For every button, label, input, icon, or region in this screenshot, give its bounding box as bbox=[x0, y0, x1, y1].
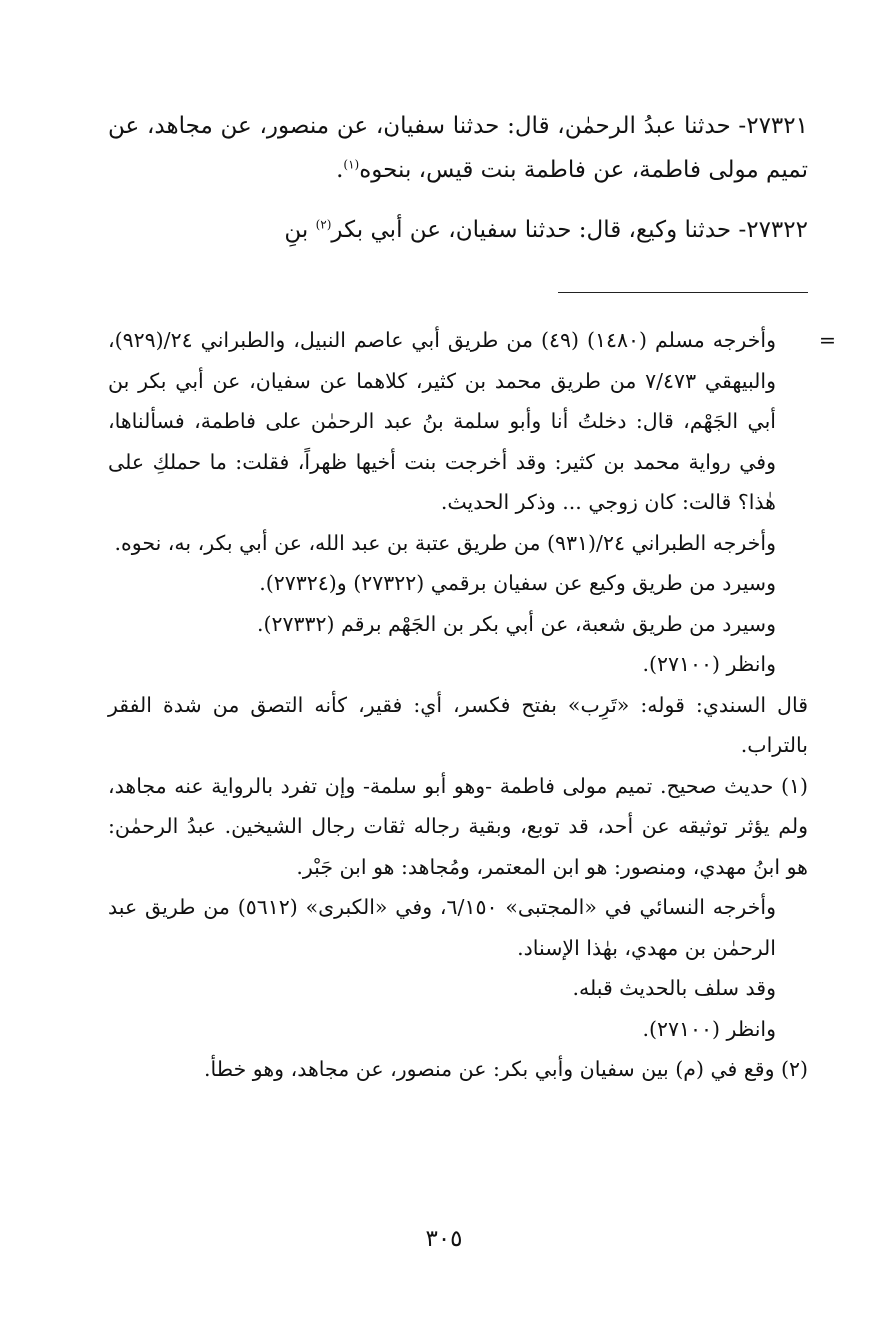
main-text bbox=[108, 104, 808, 252]
footnotes bbox=[108, 320, 836, 1090]
footnote-continuation bbox=[108, 320, 836, 523]
hadith-27322-end: بنِ bbox=[284, 217, 316, 243]
footnote-line-b: وسيرد من طريق شعبة، عن أبي بكر بن الجَهْم برقم (٢٧٣٣٢). bbox=[256, 611, 776, 636]
footnote-line-d: وقد سلف بالحديث قبله. bbox=[572, 976, 776, 1000]
footnote-1: (١) حديث صحيح. تميم مولى فاطمة -وهو أبو سلمة- وإن تفرد بالرواية عنه مجاهد، ولم يؤثر توثيقه عن أحد، قد توبع، وبقية رجاله ثقات رجال الشيخين. عبدُ الرحمٰن: هو ابنُ مهدي، ومنصور: هو ابن المعتمر، ومُجاهد: هو ابن جَبْر. bbox=[108, 773, 808, 879]
footnote-separator bbox=[558, 292, 808, 293]
footnote-line-e: وانظر (٢٧١٠٠). bbox=[642, 1016, 776, 1041]
hadith-27322-text: ٢٧٣٢٢- حدثنا وكيع، قال: حدثنا سفيان، عن أبي بكر bbox=[331, 217, 808, 243]
continuation-mark: = bbox=[818, 328, 836, 352]
hadith-27322 bbox=[108, 208, 808, 252]
footnote-sindi: قال السندي: قوله: «تَرِب» بفتح فكسر، أي: فقير، كأنه التصق من شدة الفقر بالتراب. bbox=[108, 692, 808, 757]
footnote-line-a: وسيرد من طريق وكيع عن سفيان برقمي (٢٧٣٢٢) و(٢٧٣٢٤). bbox=[259, 571, 776, 595]
hadith-27321-text: ٢٧٣٢١- حدثنا عبدُ الرحمٰن، قال: حدثنا سفيان، عن منصور، عن مجاهد، عن تميم مولى فاطمة، عن فاطمة بنت قيس، بنحوه bbox=[108, 113, 808, 183]
footnote-2: (٢) وقع في (م) بين سفيان وأبي بكر: عن منصور، عن مجاهد، وهو خطأ. bbox=[204, 1057, 808, 1081]
footnote-ref-1[interactable]: (١) bbox=[343, 157, 360, 172]
footnote-continuation-text: وأخرجه مسلم (١٤٨٠) (٤٩) من طريق أبي عاصم النبيل، والطبراني ٢٤/(٩٢٩)، والبيهقي ٧/٤٧٣ من طريق محمد بن كثير، كلاهما عن سفيان، عن أبي بكر بن أبي الجَهْم، قال: دخلتُ أنا وأبو سلمة بنُ عبد الرحمٰن على فاطمة، فسألناها، وفي رواية محمد بن كثير: وقد أخرجت بنت أخيها ظهراً، فقلت: ما حملكِ على هٰذا؟ قالت: كان زوجي ... وذكر الحديث. bbox=[108, 328, 776, 514]
footnote-ref-2[interactable]: (٢) bbox=[315, 217, 332, 232]
footnote-line-c: وانظر (٢٧١٠٠). bbox=[642, 652, 776, 676]
footnote-nasai: وأخرجه النسائي في «المجتبى» ٦/١٥٠، وفي «الكبرى» (٥٦١٢) من طريق عبد الرحمٰن بن مهدي، بهٰذا الإسناد. bbox=[108, 895, 776, 960]
hadith-27321-end: . bbox=[336, 157, 344, 183]
page-number: ٣٠٥ bbox=[425, 1226, 463, 1252]
hadith-27321 bbox=[108, 104, 808, 192]
footnote-tabarani: وأخرجه الطبراني ٢٤/(٩٣١) من طريق عتبة بن عبد الله، عن أبي بكر، به، نحوه. bbox=[114, 530, 776, 555]
